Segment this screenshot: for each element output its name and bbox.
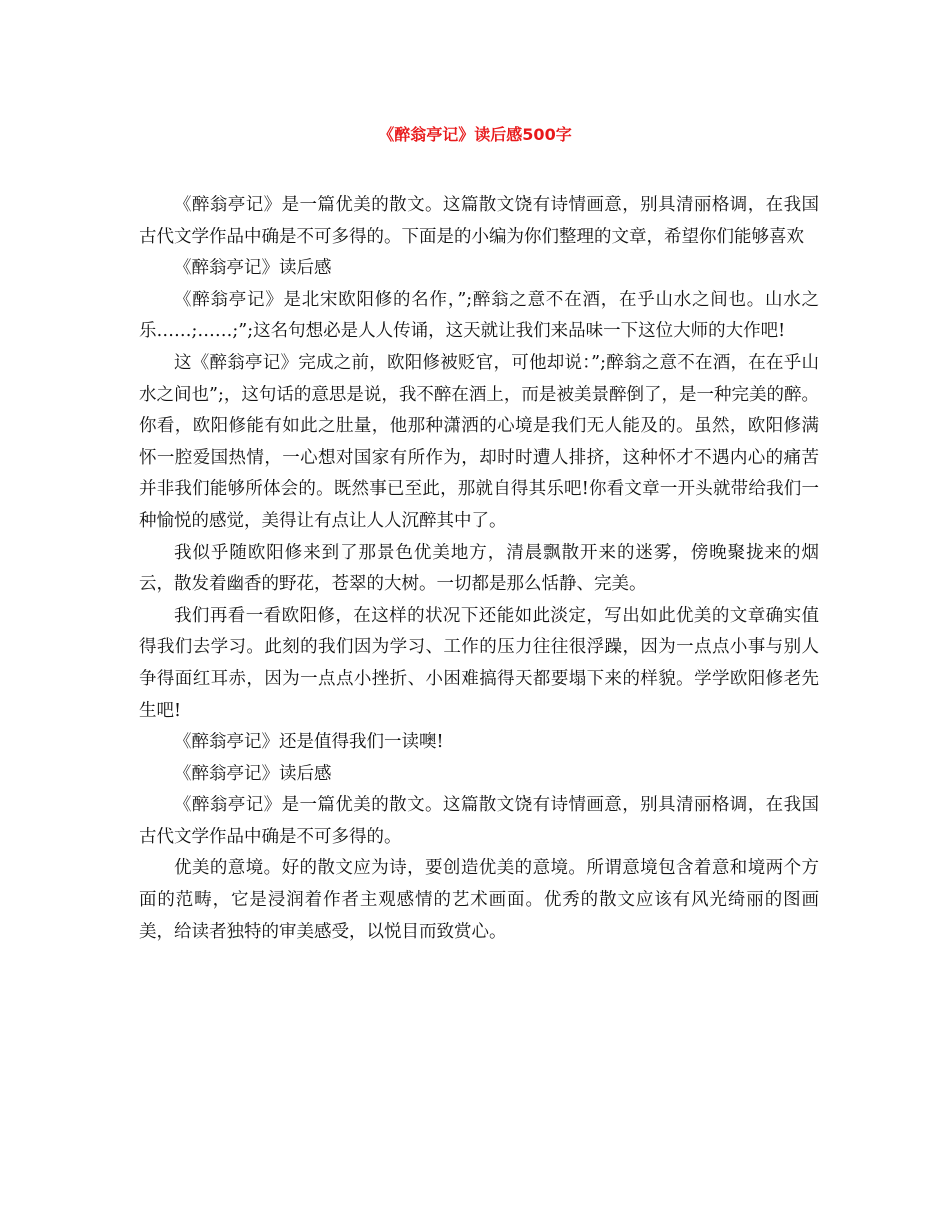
paragraph: 《醉翁亭记》是一篇优美的散文。这篇散文饶有诗情画意，别具清丽格调，在我国古代文学作品中确是不可多得的。 [139, 795, 819, 847]
paragraph: 《醉翁亭记》是一篇优美的散文。这篇散文饶有诗情画意，别具清丽格调，在我国古代文学作品中确是不可多得的。下面是的小编为你们整理的文章，希望你们能够喜欢 [139, 195, 819, 247]
paragraph: 这《醉翁亭记》完成之前，欧阳修被贬官，可他却说：”;醉翁之意不在酒，在在乎山水之间也”;，这句话的意思是说，我不醉在酒上，而是被美景醉倒了，是一种完美的醉。你看，欧阳修能有如此之肚量，他那种潇洒的心境是我们无人能及的。虽然，欧阳修满怀一腔爱国热情，一心想对国家有所作为，却时时遭人排挤，这种怀才不遇内心的痛苦并非我们能够所体会的。既然事已至此，那就自得其乐吧!你看文章一开头就带给我们一种愉悦的感觉，美得让有点让人人沉醉其中了。 [139, 352, 819, 531]
paragraph: 《醉翁亭记》读后感 [174, 763, 332, 784]
paragraph: 《醉翁亭记》读后感 [174, 258, 332, 279]
document-body [139, 190, 819, 948]
paragraph: 《醉翁亭记》还是值得我们一读噢! [174, 732, 444, 753]
paragraph: 我似乎随欧阳修来到了那景色优美地方，清晨飘散开来的迷雾，傍晚聚拢来的烟云，散发着幽香的野花，苍翠的大树。一切都是那么恬静、完美。 [139, 542, 819, 595]
paragraph: 我们再看一看欧阳修，在这样的状况下还能如此淡定，写出如此优美的文章确实值得我们去学习。此刻的我们因为学习、工作的压力往往很浮躁，因为一点点小事与别人争得面红耳赤，因为一点点小挫折、小困难搞得天都要塌下来的样貌。学学欧阳修老先生吧! [139, 605, 819, 721]
paragraph: 优美的意境。好的散文应为诗，要创造优美的意境。所谓意境包含着意和境两个方面的范畴，它是浸润着作者主观感情的艺术画面。优秀的散文应该有风光绮丽的图画美，给读者独特的审美感受，以悦目而致赏心。 [139, 858, 819, 942]
document-title: 《醉翁亭记》读后感500字 [378, 125, 572, 144]
paragraph: 《醉翁亭记》是北宋欧阳修的名作，”;醉翁之意不在酒，在乎山水之间也。山水之乐……;……;”;这名句想必是人人传诵，这天就让我们来品味一下这位大师的大作吧! [139, 289, 819, 342]
